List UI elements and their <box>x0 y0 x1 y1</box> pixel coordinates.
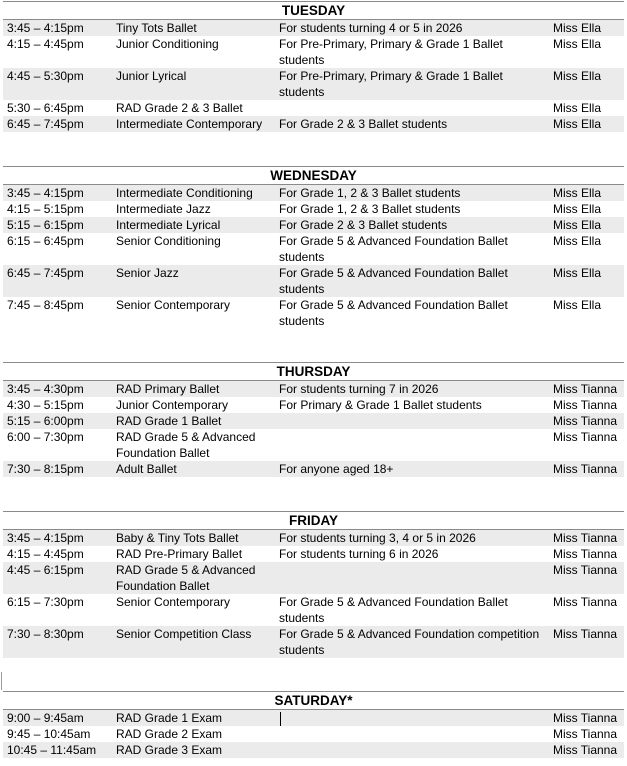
class-name: RAD Grade 1 Ballet <box>116 414 222 428</box>
schedule-row <box>3 397 624 413</box>
class-description: For Grade 5 & Advanced Foundation Ballet students <box>279 266 508 296</box>
class-name: Adult Ballet <box>116 462 177 476</box>
class-name: Junior Lyrical <box>116 69 187 83</box>
day-heading: SATURDAY* <box>3 691 624 710</box>
class-time: 3:45 – 4:15pm <box>7 21 84 35</box>
class-description: For Pre-Primary, Primary & Grade 1 Ballet students <box>279 37 503 67</box>
class-name: Intermediate Lyrical <box>116 218 221 232</box>
schedule-row <box>3 100 624 116</box>
schedule-row <box>3 546 624 562</box>
schedule-row <box>3 413 624 429</box>
day-heading: FRIDAY <box>3 511 624 530</box>
class-time: 6:15 – 6:45pm <box>7 234 84 248</box>
teacher-name: Miss Ella <box>553 69 602 83</box>
class-description: For Grade 1, 2 & 3 Ballet students <box>279 202 461 216</box>
schedule-row <box>3 68 624 100</box>
class-time: 3:45 – 4:15pm <box>7 186 84 200</box>
class-description: For anyone aged 18+ <box>279 462 394 476</box>
class-name: Tiny Tots Ballet <box>116 21 197 35</box>
schedule-row <box>3 36 624 68</box>
schedule-row <box>3 233 624 265</box>
teacher-name: Miss Tianna <box>553 743 618 757</box>
schedule-row <box>3 626 624 658</box>
class-description: For Grade 2 & 3 Ballet students <box>279 117 448 131</box>
class-description: For Grade 5 & Advanced Foundation competition students <box>279 627 540 657</box>
class-name: Senior Conditioning <box>116 234 221 248</box>
day-heading: THURSDAY <box>3 362 624 381</box>
class-time: 6:00 – 7:30pm <box>7 430 84 444</box>
day-section-thursday <box>3 362 624 477</box>
class-time: 5:15 – 6:15pm <box>7 218 84 232</box>
class-description: For Pre-Primary, Primary & Grade 1 Ballet students <box>279 69 503 99</box>
day-heading: TUESDAY <box>3 1 624 20</box>
class-name: RAD Grade 2 Exam <box>116 727 223 741</box>
class-description: For Grade 2 & 3 Ballet students <box>279 218 448 232</box>
class-description: For Grade 1, 2 & 3 Ballet students <box>279 186 461 200</box>
teacher-name: Miss Tianna <box>553 430 618 444</box>
class-time: 3:45 – 4:15pm <box>7 531 84 545</box>
teacher-name: Miss Tianna <box>553 382 618 396</box>
class-description: For Grade 5 & Advanced Foundation Ballet students <box>279 595 508 625</box>
schedule-row <box>3 20 624 36</box>
class-time: 6:45 – 7:45pm <box>7 117 84 131</box>
class-description: For students turning 3, 4 or 5 in 2026 <box>279 531 476 545</box>
teacher-name: Miss Ella <box>553 218 602 232</box>
class-name: Senior Contemporary <box>116 595 231 609</box>
teacher-name: Miss Tianna <box>553 627 618 641</box>
schedule-row <box>3 201 624 217</box>
class-time: 7:30 – 8:30pm <box>7 627 84 641</box>
teacher-name: Miss Tianna <box>553 398 618 412</box>
class-description: For Grade 5 & Advanced Foundation Ballet students <box>279 298 508 328</box>
class-time: 7:45 – 8:45pm <box>7 298 84 312</box>
schedule-row <box>3 726 624 742</box>
schedule-row <box>3 116 624 132</box>
class-name: RAD Grade 2 & 3 Ballet <box>116 101 243 115</box>
class-name: Intermediate Contemporary <box>116 117 263 131</box>
class-time: 4:45 – 5:30pm <box>7 69 84 83</box>
teacher-name: Miss Tianna <box>553 462 618 476</box>
schedule-row <box>3 461 624 477</box>
class-time: 9:45 – 10:45am <box>7 727 91 741</box>
teacher-name: Miss Tianna <box>553 711 618 725</box>
class-name: Senior Competition Class <box>116 627 252 641</box>
class-name: RAD Grade 5 & Advanced Foundation Ballet <box>116 430 256 460</box>
class-time: 4:15 – 4:45pm <box>7 547 84 561</box>
class-time: 6:15 – 7:30pm <box>7 595 84 609</box>
class-time: 4:30 – 5:15pm <box>7 398 84 412</box>
teacher-name: Miss Ella <box>553 234 602 248</box>
schedule-row <box>3 265 624 297</box>
class-name: Baby & Tiny Tots Ballet <box>116 531 239 545</box>
class-description: For Primary & Grade 1 Ballet students <box>279 398 482 412</box>
day-section-friday <box>3 511 624 658</box>
day-heading: WEDNESDAY <box>3 166 624 185</box>
class-time: 7:30 – 8:15pm <box>7 462 84 476</box>
teacher-name: Miss Ella <box>553 266 602 280</box>
page-edge-marker <box>1 672 2 690</box>
class-description: For Grade 5 & Advanced Foundation Ballet students <box>279 234 508 264</box>
teacher-name: Miss Ella <box>553 21 602 35</box>
teacher-name: Miss Ella <box>553 117 602 131</box>
teacher-name: Miss Ella <box>553 186 602 200</box>
teacher-name: Miss Tianna <box>553 531 618 545</box>
class-description: For students turning 6 in 2026 <box>279 547 439 561</box>
schedule-row <box>3 594 624 626</box>
class-time: 5:15 – 6:00pm <box>7 414 84 428</box>
class-name: Senior Contemporary <box>116 298 231 312</box>
teacher-name: Miss Tianna <box>553 563 618 577</box>
class-time: 4:15 – 5:15pm <box>7 202 84 216</box>
class-name: RAD Grade 3 Exam <box>116 743 223 757</box>
class-time: 3:45 – 4:30pm <box>7 382 84 396</box>
class-description: For students turning 7 in 2026 <box>279 382 439 396</box>
class-time: 5:30 – 6:45pm <box>7 101 84 115</box>
day-section-saturday <box>3 691 624 758</box>
schedule-row <box>3 562 624 594</box>
class-name: RAD Pre-Primary Ballet <box>116 547 243 561</box>
class-time: 9:00 – 9:45am <box>7 711 84 725</box>
class-name: RAD Grade 1 Exam <box>116 711 223 725</box>
schedule-row <box>3 429 624 461</box>
class-time: 10:45 – 11:45am <box>7 743 97 757</box>
schedule-row <box>3 710 624 726</box>
teacher-name: Miss Ella <box>553 298 602 312</box>
schedule-row <box>3 381 624 397</box>
teacher-name: Miss Tianna <box>553 595 618 609</box>
class-time: 6:45 – 7:45pm <box>7 266 84 280</box>
teacher-name: Miss Ella <box>553 37 602 51</box>
class-description: For students turning 4 or 5 in 2026 <box>279 21 463 35</box>
class-name: Junior Conditioning <box>116 37 219 51</box>
class-name: Intermediate Conditioning <box>116 186 253 200</box>
teacher-name: Miss Tianna <box>553 727 618 741</box>
day-section-tuesday <box>3 1 624 132</box>
class-name: RAD Grade 5 & Advanced Foundation Ballet <box>116 563 256 593</box>
class-name: Junior Contemporary <box>116 398 229 412</box>
teacher-name: Miss Ella <box>553 101 602 115</box>
schedule-row <box>3 297 624 329</box>
class-name: Senior Jazz <box>116 266 179 280</box>
text-cursor <box>280 712 281 726</box>
teacher-name: Miss Ella <box>553 202 602 216</box>
class-name: RAD Primary Ballet <box>116 382 220 396</box>
schedule-row <box>3 742 624 758</box>
teacher-name: Miss Tianna <box>553 547 618 561</box>
schedule-row <box>3 185 624 201</box>
class-time: 4:45 – 6:15pm <box>7 563 84 577</box>
schedule-row <box>3 530 624 546</box>
teacher-name: Miss Tianna <box>553 414 618 428</box>
class-name: Intermediate Jazz <box>116 202 211 216</box>
day-section-wednesday <box>3 166 624 329</box>
class-time: 4:15 – 4:45pm <box>7 37 84 51</box>
schedule-row <box>3 217 624 233</box>
